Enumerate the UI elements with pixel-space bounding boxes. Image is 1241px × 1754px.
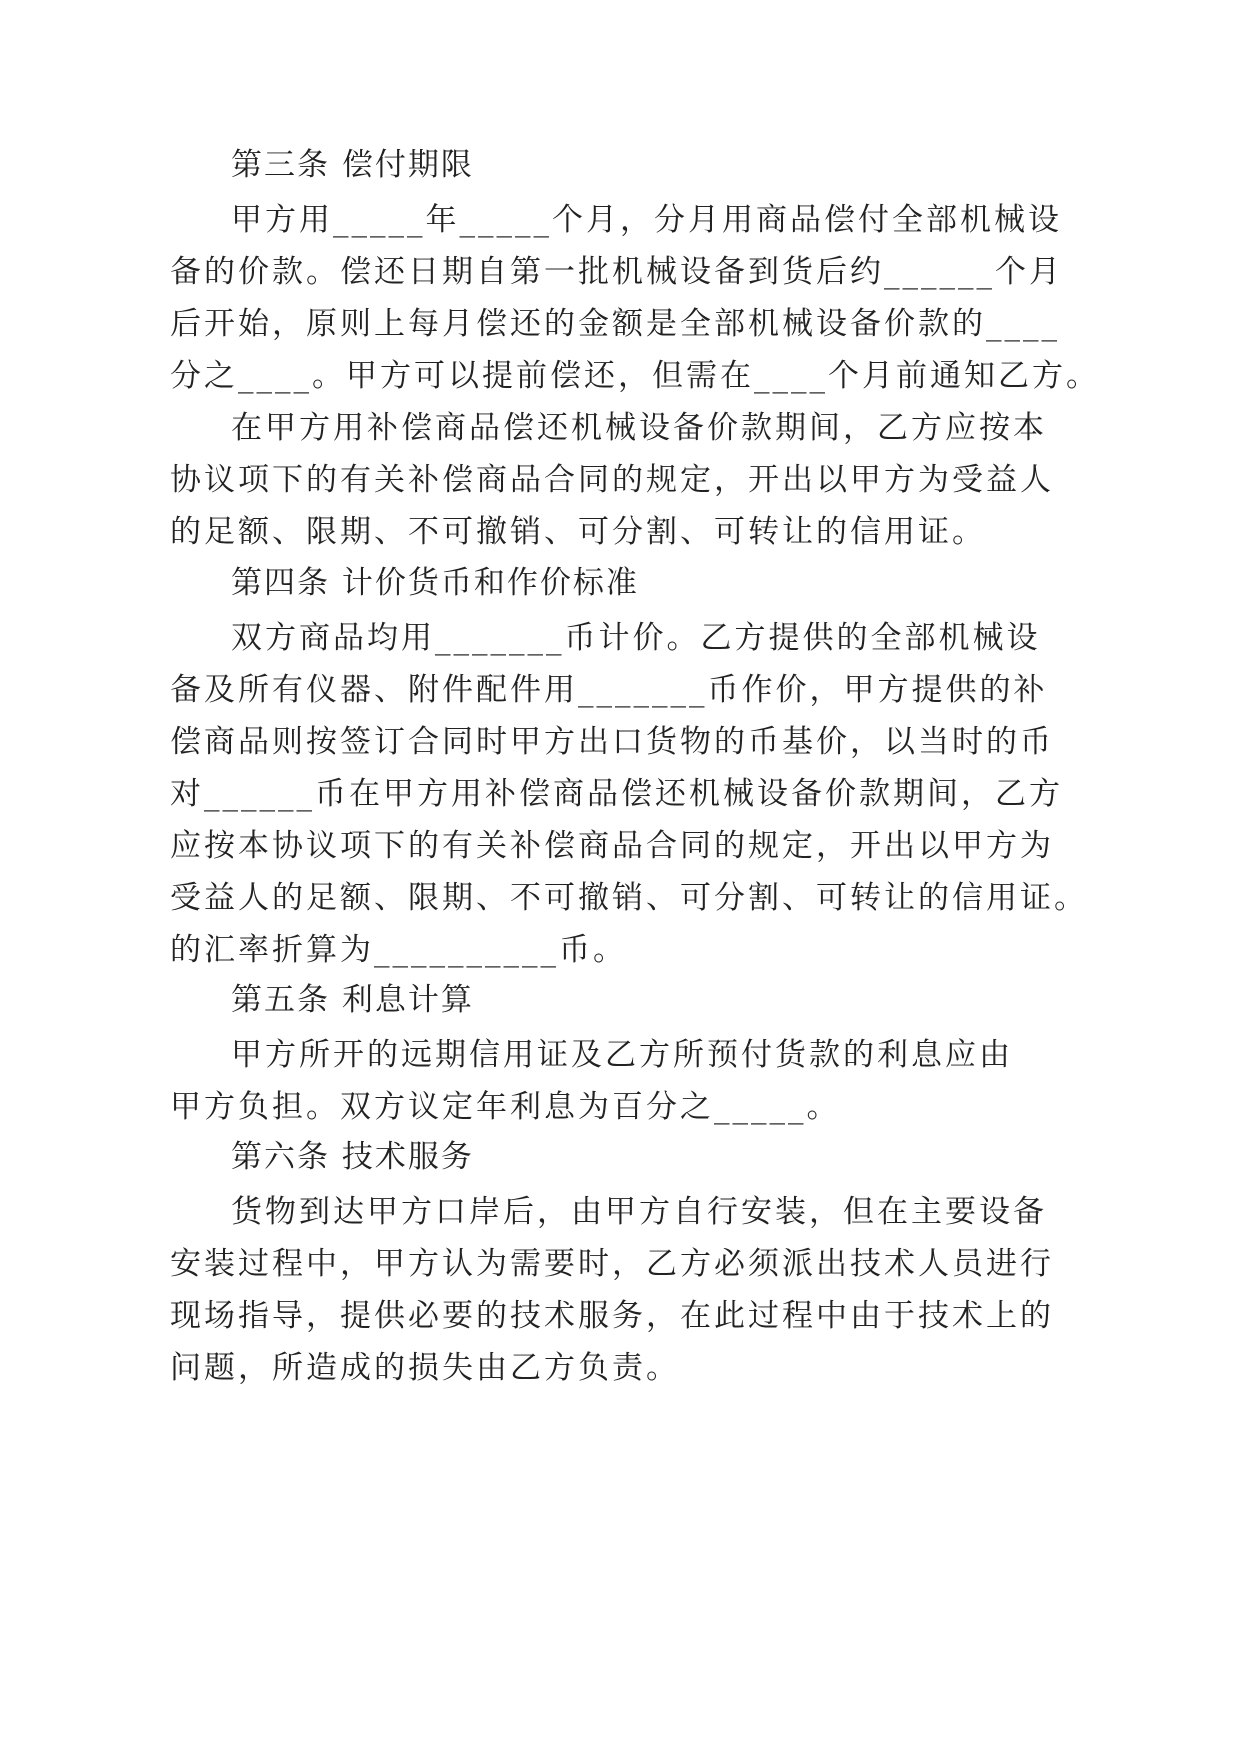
paragraph-line: 应按本协议项下的有关补偿商品合同的规定，开出以甲方为 [170,828,1054,864]
paragraph-line: 分之____。甲方可以提前偿还，但需在____个月前通知乙方。 [170,358,1100,394]
section-heading-4: 第四条 计价货币和作价标准 [231,565,639,601]
paragraph-line: 甲方负担。双方议定年利息为百分之_____。 [170,1089,841,1125]
section-heading-3: 第三条 偿付期限 [231,147,474,183]
paragraph-line: 双方商品均用_______币计价。乙方提供的全部机械设 [231,620,1041,656]
paragraph-line: 备的价款。偿还日期自第一批机械设备到货后约______个月 [170,254,1063,290]
paragraph-line: 的足额、限期、不可撤销、可分割、可转让的信用证。 [170,514,986,550]
paragraph-line: 后开始，原则上每月偿还的金额是全部机械设备价款的____ [170,306,1060,342]
paragraph-line: 安装过程中，甲方认为需要时，乙方必须派出技术人员进行 [170,1246,1054,1282]
paragraph-line: 受益人的足额、限期、不可撤销、可分割、可转让的信用证。 [170,880,1088,916]
paragraph-line: 问题，所造成的损失由乙方负责。 [170,1350,680,1386]
paragraph-line: 在甲方用补偿商品偿还机械设备价款期间，乙方应按本 [231,410,1047,446]
paragraph-line: 甲方用_____年_____个月，分月用商品偿付全部机械设 [231,202,1062,238]
paragraph-line: 备及所有仪器、附件配件用_______币作价，甲方提供的补 [170,672,1048,708]
paragraph-line: 货物到达甲方口岸后，由甲方自行安装，但在主要设备 [231,1194,1047,1230]
paragraph-line: 现场指导，提供必要的技术服务，在此过程中由于技术上的 [170,1298,1054,1334]
paragraph-line: 甲方所开的远期信用证及乙方所预付货款的利息应由 [231,1037,1013,1073]
section-heading-6: 第六条 技术服务 [231,1139,474,1175]
paragraph-line: 偿商品则按签订合同时甲方出口货物的币基价，以当时的币 [170,724,1054,760]
section-heading-5: 第五条 利息计算 [231,982,474,1018]
paragraph-line: 的汇率折算为__________币。 [170,932,627,968]
paragraph-line: 对______币在甲方用补偿商品偿还机械设备价款期间，乙方 [170,776,1063,812]
paragraph-line: 协议项下的有关补偿商品合同的规定，开出以甲方为受益人 [170,462,1054,498]
